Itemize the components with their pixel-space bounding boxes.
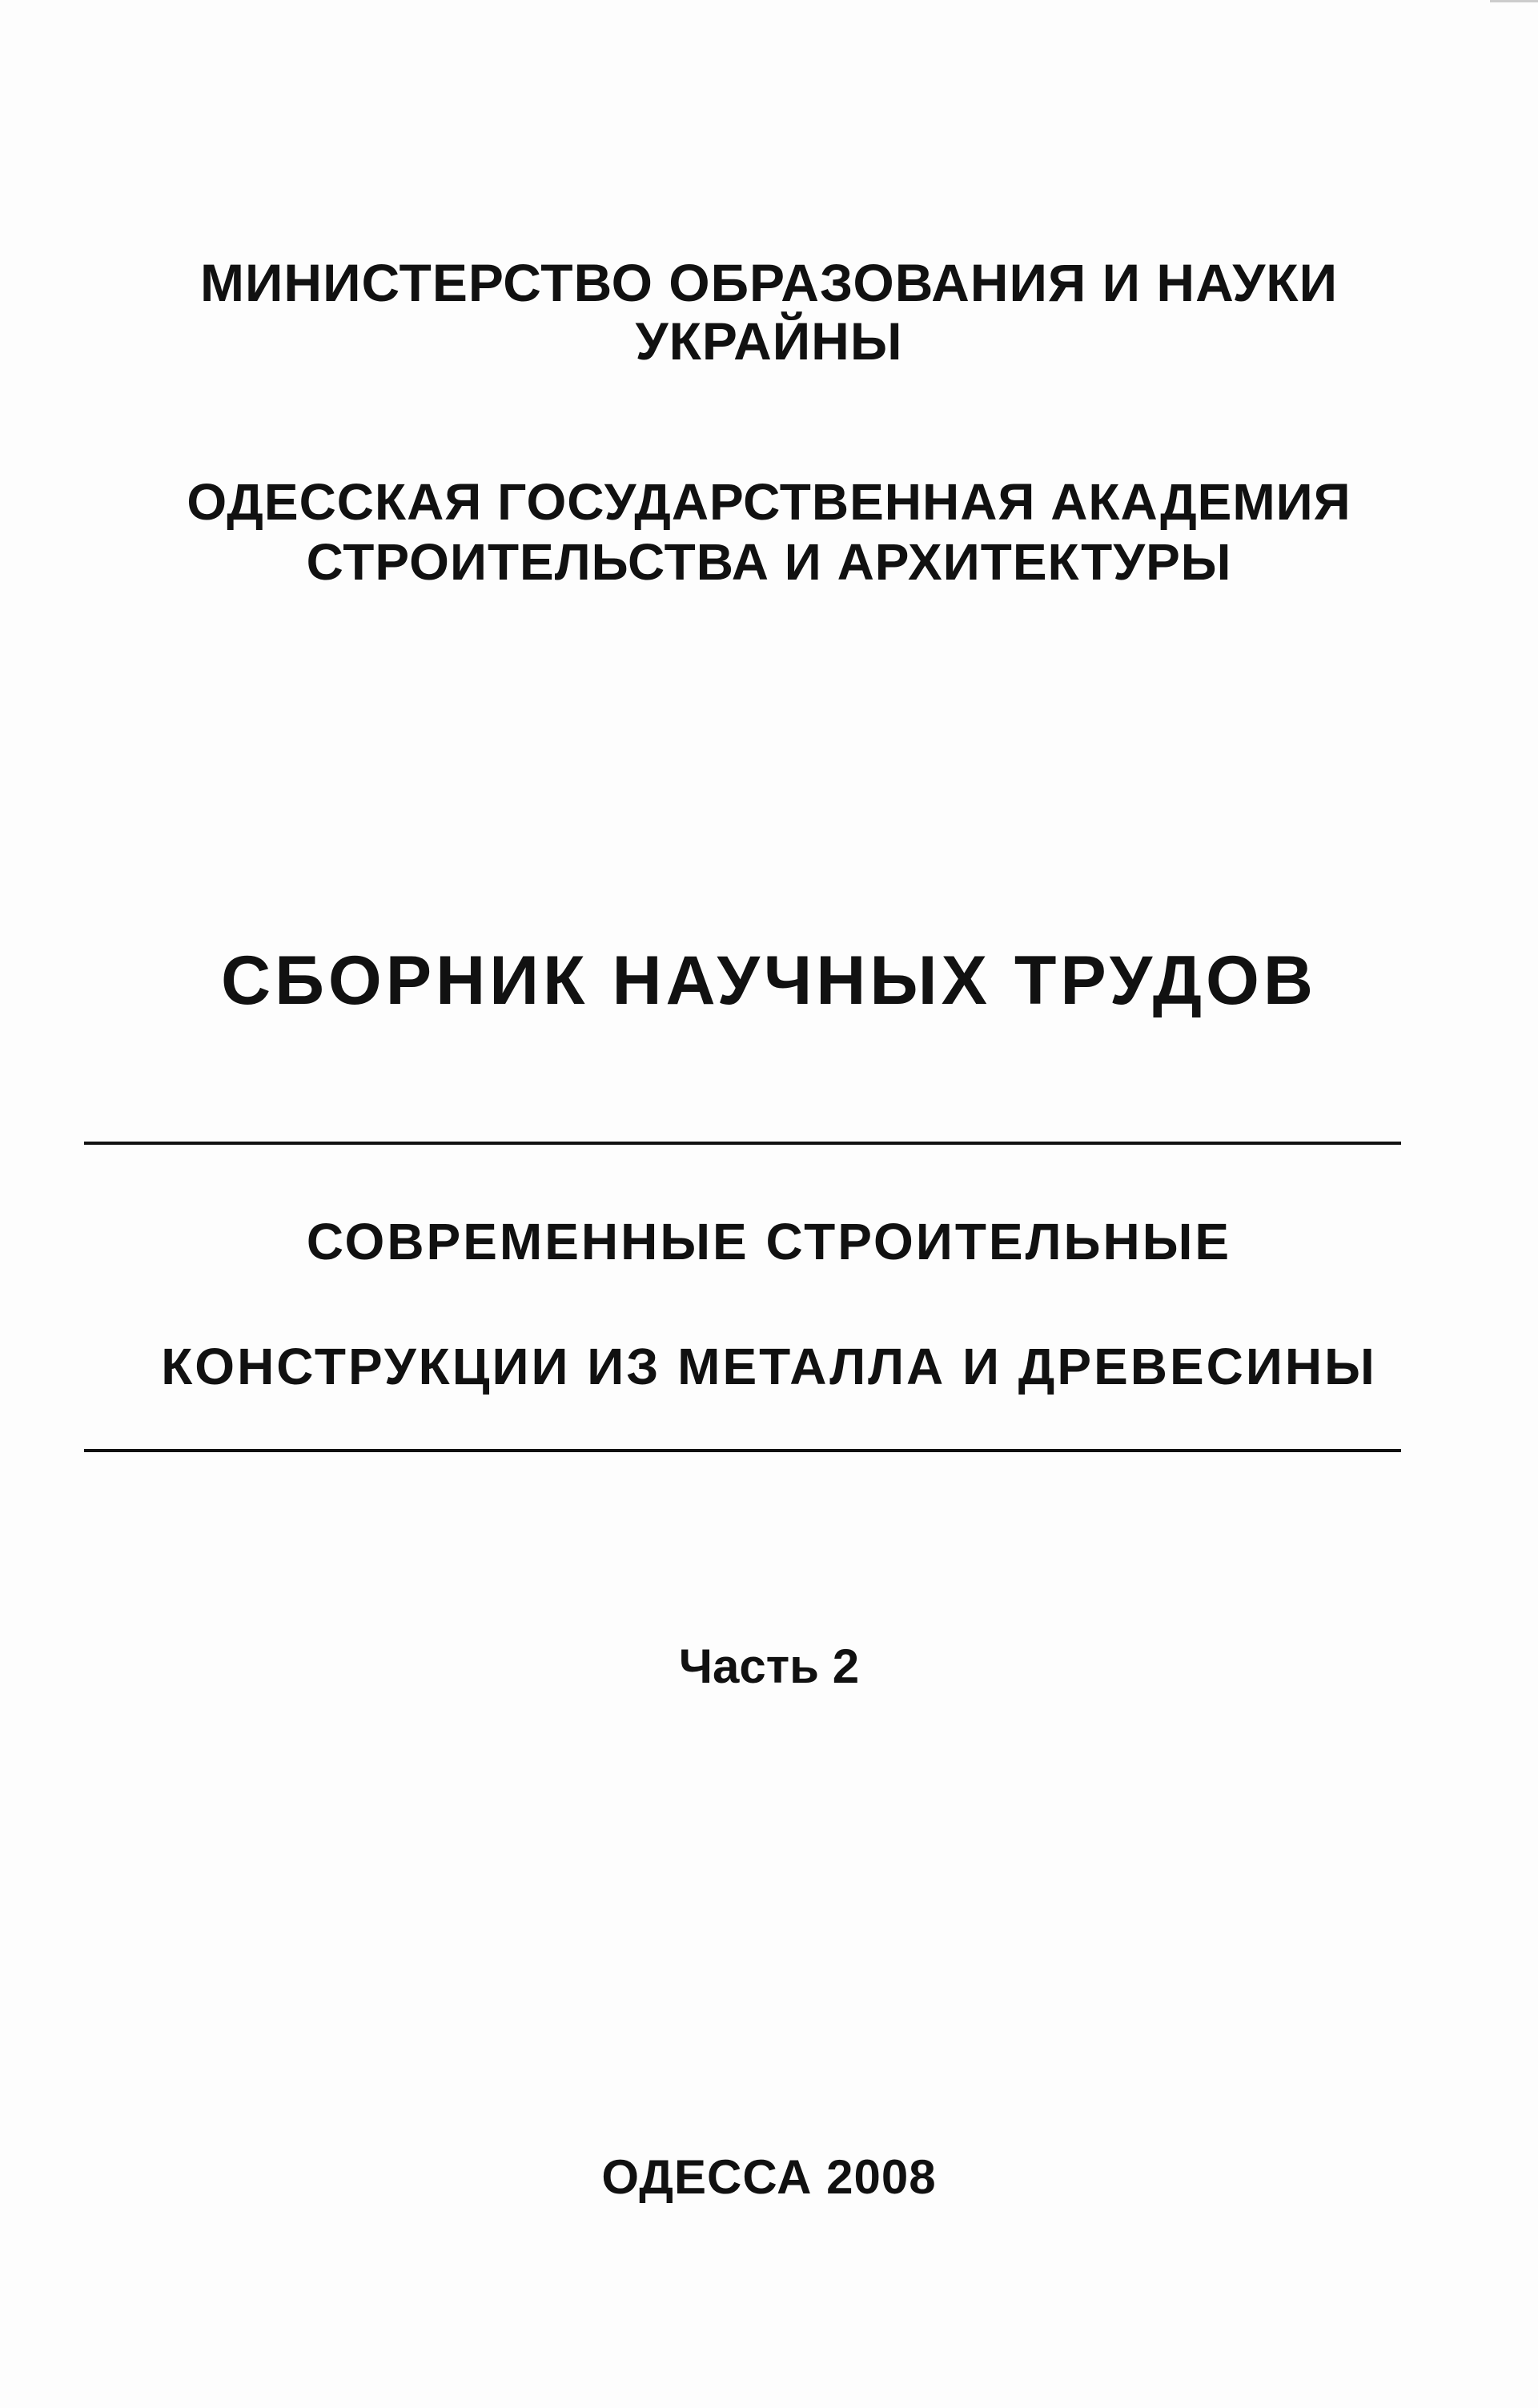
ministry-line-1: МИНИСТЕРСТВО ОБРАЗОВАНИЯ И НАУКИ bbox=[199, 253, 1339, 312]
academy-line-2: СТРОИТЕЛЬСТВА И АРХИТЕКТУРЫ bbox=[306, 533, 1232, 591]
part-label: Часть 2 bbox=[678, 1639, 860, 1693]
top-divider bbox=[84, 1142, 1401, 1145]
collection-title: СБОРНИК НАУЧНЫХ ТРУДОВ bbox=[220, 942, 1318, 1019]
subtitle-line-2: КОНСТРУКЦИИ ИЗ МЕТАЛЛА И ДРЕВЕСИНЫ bbox=[161, 1338, 1377, 1395]
scan-corner-mark bbox=[1490, 0, 1538, 2]
ministry-line-2: УКРАЙНЫ bbox=[635, 311, 903, 371]
city-year: ОДЕССА 2008 bbox=[601, 2150, 937, 2204]
subtitle-line-1: СОВРЕМЕННЫЕ СТРОИТЕЛЬНЫЕ bbox=[306, 1213, 1232, 1270]
bottom-divider bbox=[84, 1449, 1401, 1452]
academy-line-1: ОДЕССКАЯ ГОСУДАРСТВЕННАЯ АКАДЕМИЯ bbox=[187, 473, 1351, 531]
